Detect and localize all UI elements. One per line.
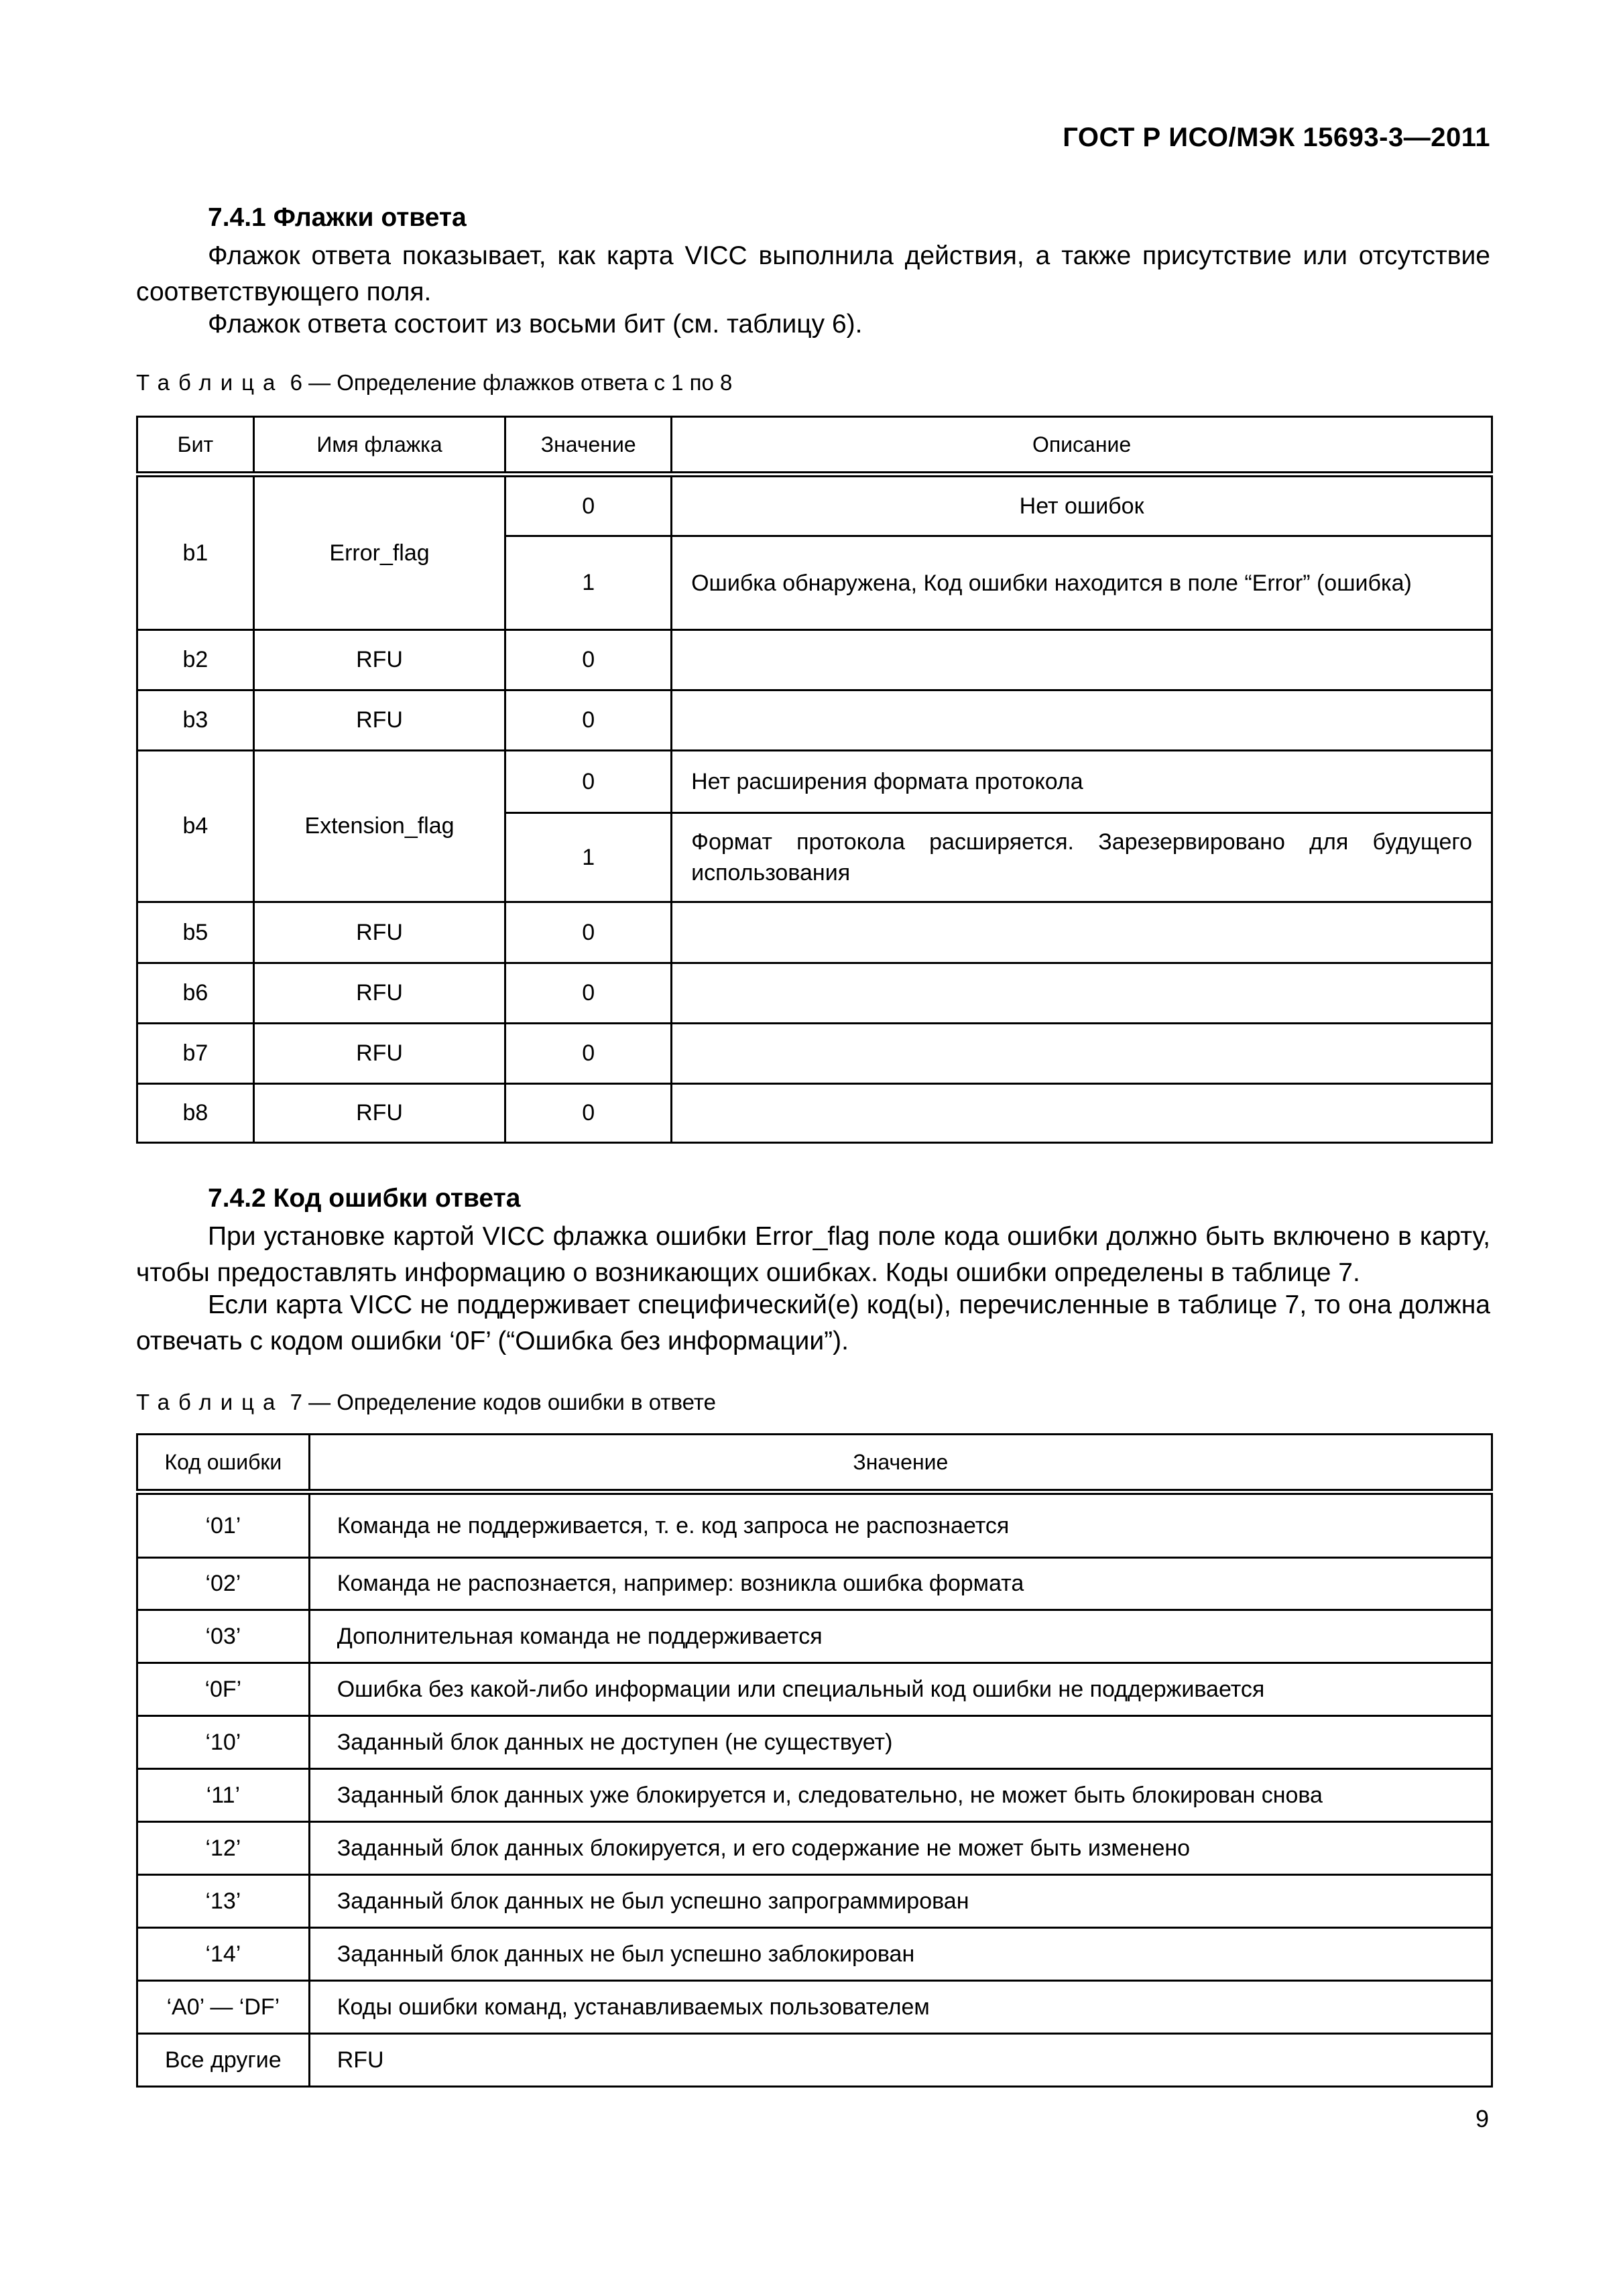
cell-value: 0	[505, 630, 672, 690]
cell-code: ‘02’	[137, 1558, 310, 1610]
table-6	[136, 416, 1493, 1144]
cell-meaning: RFU	[309, 2034, 1492, 2087]
cell-meaning: Коды ошибки команд, устанавливаемых пользователем	[309, 1981, 1492, 2034]
cell-desc-empty	[672, 1024, 1492, 1084]
section-title-7-4-2: 7.4.2 Код ошибки ответа	[208, 1184, 521, 1213]
cell-flag-name: RFU	[253, 1024, 505, 1084]
table-row	[137, 1716, 1492, 1769]
cell-flag-name: RFU	[253, 690, 505, 751]
cell-code: ‘12’	[137, 1822, 310, 1875]
section2-paragraph-2-text: Если карта VICC не поддерживает специфический(е) код(ы), перечисленные в таблице 7, то она должна отвечать с кодом ошибки ‘0F’ (“Ошибка без информации”).	[136, 1290, 1490, 1355]
table-row	[137, 1769, 1492, 1822]
cell-bit: b2	[137, 630, 254, 690]
cell-bit: b4	[137, 751, 254, 902]
cell-flag-name: RFU	[253, 902, 505, 963]
cell-desc: Ошибка обнаружена, Код ошибки находится в поле “Error” (ошибка)	[672, 536, 1492, 630]
cell-desc: Нет ошибок	[672, 475, 1492, 536]
cell-meaning: Заданный блок данных не был успешно заблокирован	[309, 1928, 1492, 1981]
cell-meaning: Ошибка без какой-либо информации или специальный код ошибки не поддерживается	[309, 1663, 1492, 1716]
section1-paragraph-2-text: Флажок ответа состоит из восьми бит (см. таблицу 6).	[208, 310, 863, 339]
table7-caption-word: Таблица	[136, 1390, 284, 1414]
cell-meaning: Заданный блок данных уже блокируется и, следовательно, не может быть блокирован снова	[309, 1769, 1492, 1822]
table7-header-meaning: Значение	[309, 1435, 1492, 1492]
table-row	[137, 1822, 1492, 1875]
cell-desc-empty	[672, 1084, 1492, 1143]
cell-code: ‘13’	[137, 1875, 310, 1928]
cell-desc-empty	[672, 902, 1492, 963]
table-row	[137, 1084, 1492, 1143]
cell-value: 0	[505, 751, 672, 813]
cell-meaning: Команда не поддерживается, т. е. код запроса не распознается	[309, 1492, 1492, 1558]
section1-paragraph-1-text: Флажок ответа показывает, как карта VICC выполнила действия, а также присутствие или отсутствие соответствующего поля.	[136, 241, 1490, 306]
cell-desc: Нет расширения формата протокола	[672, 751, 1492, 813]
table-row	[137, 1024, 1492, 1084]
table-row	[137, 1928, 1492, 1981]
cell-code: ‘0F’	[137, 1663, 310, 1716]
cell-meaning: Заданный блок данных не доступен (не существует)	[309, 1716, 1492, 1769]
cell-desc-empty	[672, 630, 1492, 690]
table6-header-name: Имя флажка	[253, 417, 505, 475]
section2-paragraph-1-text: При установке картой VICC флажка ошибки Error_flag поле кода ошибки должно быть включено в карту, чтобы предоставлять информацию о возникающих ошибках. Коды ошибки определены в таблице 7.	[136, 1222, 1490, 1287]
cell-flag-name: Error_flag	[253, 475, 505, 630]
table-7	[136, 1433, 1493, 2088]
cell-code: ‘10’	[137, 1716, 310, 1769]
cell-bit: b8	[137, 1084, 254, 1143]
cell-flag-name: RFU	[253, 1084, 505, 1143]
cell-code: ‘14’	[137, 1928, 310, 1981]
cell-value: 1	[505, 813, 672, 902]
cell-bit: b7	[137, 1024, 254, 1084]
cell-meaning: Дополнительная команда не поддерживается	[309, 1610, 1492, 1663]
table-row	[137, 2034, 1492, 2087]
cell-value: 0	[505, 1084, 672, 1143]
section-title-7-4-1: 7.4.1 Флажки ответа	[208, 203, 467, 232]
cell-code: ‘A0’ — ‘DF’	[137, 1981, 310, 2034]
table-row	[137, 1492, 1492, 1558]
cell-code: Все другие	[137, 2034, 310, 2087]
table6-caption	[136, 370, 732, 396]
table6-header-desc: Описание	[672, 417, 1492, 475]
cell-value: 0	[505, 475, 672, 536]
table6-header-value: Значение	[505, 417, 672, 475]
section2-paragraph-2	[136, 1287, 1490, 1360]
table-row	[137, 751, 1492, 813]
section1-paragraph-1	[136, 238, 1490, 310]
cell-flag-name: RFU	[253, 963, 505, 1024]
table-row	[137, 1610, 1492, 1663]
table-row	[137, 630, 1492, 690]
table6-header-bit: Бит	[137, 417, 254, 475]
cell-value: 0	[505, 690, 672, 751]
cell-code: ‘03’	[137, 1610, 310, 1663]
table7-caption	[136, 1390, 716, 1415]
cell-flag-name: RFU	[253, 630, 505, 690]
cell-meaning: Заданный блок данных не был успешно запрограммирован	[309, 1875, 1492, 1928]
cell-desc: Формат протокола расширяется. Зарезервировано для будущего использования	[672, 813, 1492, 902]
table-row	[137, 690, 1492, 751]
section2-paragraph-1	[136, 1219, 1490, 1291]
table-row	[137, 1875, 1492, 1928]
cell-bit: b6	[137, 963, 254, 1024]
table7-header-code: Код ошибки	[137, 1435, 310, 1492]
cell-desc-empty	[672, 963, 1492, 1024]
table7-caption-text: 7 — Определение кодов ошибки в ответе	[290, 1390, 716, 1414]
cell-bit: b5	[137, 902, 254, 963]
table-row	[137, 963, 1492, 1024]
table-row	[137, 475, 1492, 536]
cell-value: 0	[505, 902, 672, 963]
cell-bit: b3	[137, 690, 254, 751]
cell-meaning: Команда не распознается, например: возникла ошибка формата	[309, 1558, 1492, 1610]
section1-paragraph-2	[136, 306, 1490, 343]
table-row	[137, 1663, 1492, 1716]
table-row	[137, 902, 1492, 963]
table-row	[137, 1981, 1492, 2034]
cell-meaning: Заданный блок данных блокируется, и его содержание не может быть изменено	[309, 1822, 1492, 1875]
cell-bit: b1	[137, 475, 254, 630]
cell-code: ‘01’	[137, 1492, 310, 1558]
standard-header: ГОСТ Р ИСО/МЭК 15693-3—2011	[1063, 123, 1490, 152]
cell-value: 1	[505, 536, 672, 630]
page-number: 9	[1475, 2105, 1489, 2132]
table-row	[137, 1558, 1492, 1610]
cell-desc-empty	[672, 690, 1492, 751]
cell-value: 0	[505, 963, 672, 1024]
cell-value: 0	[505, 1024, 672, 1084]
cell-flag-name: Extension_flag	[253, 751, 505, 902]
table6-caption-text: 6 — Определение флажков ответа с 1 по 8	[290, 370, 733, 395]
table6-caption-word: Таблица	[136, 370, 284, 395]
cell-code: ‘11’	[137, 1769, 310, 1822]
